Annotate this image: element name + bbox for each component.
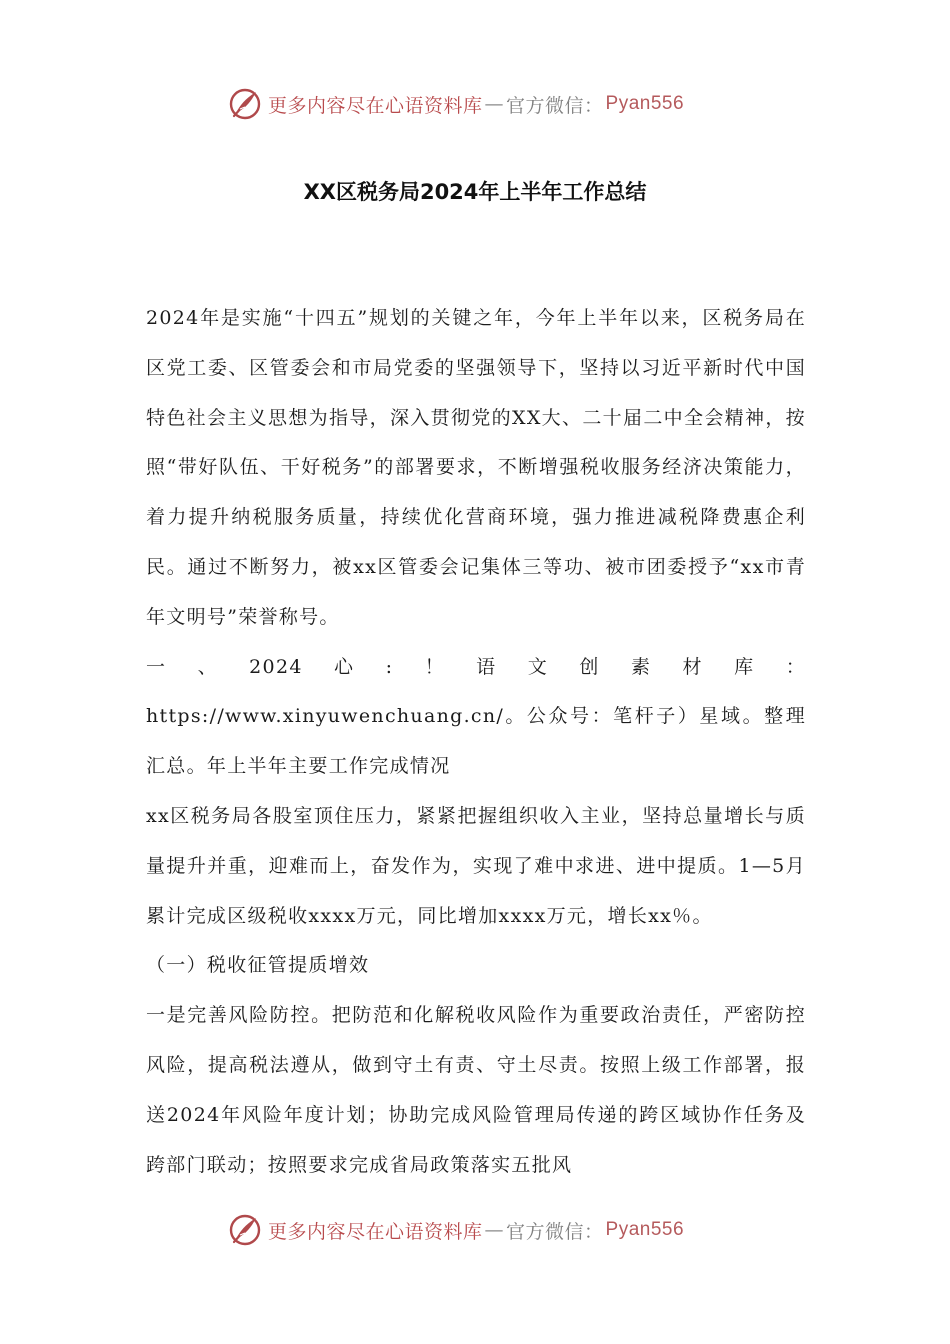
- watermark-main-text: 更多内容尽在心语资料库: [268, 94, 483, 117]
- watermark-account-id: Pyan556: [605, 1219, 685, 1240]
- feather-pen-logo-icon: [228, 1213, 262, 1247]
- watermark-account-label: 官方微信：: [506, 1220, 604, 1243]
- paragraph-risk-control: 一是完善风险防控。把防范和化解税收风险作为重要政治责任，严密防控风险，提高税法遵从，做到守土有责、守土尽责。按照上级工作部署，报送2024年风险年度计划；协助完成风险管理局传递的跨区域协作任务及跨部门联动；按照要求完成省局政策落实五批风: [146, 1004, 806, 1176]
- watermark-text: [268, 1217, 684, 1244]
- paragraph-revenue-summary: xx区税务局各股室顶住压力，紧紧把握组织收入主业，坚持总量增长与质量提升并重，迎难而上，奋发作为，实现了难中求进、进中提质。1—5月累计完成区级税收xxxx万元，同比增加xxxx万元，增长xx％。: [146, 804, 806, 927]
- paragraph-section-one-heading: 一、2024心:！语文创素材库：https://www.xinyuwenchuang.cn/。公众号：笔杆子）星域。整理汇总。年上半年主要工作完成情况: [146, 655, 806, 778]
- feather-pen-logo-icon: [228, 87, 262, 121]
- paragraph-intro: 2024年是实施“十四五”规划的关键之年，今年上半年以来，区税务局在区党工委、区管委会和市局党委的坚强领导下，坚持以习近平新时代中国特色社会主义思想为指导，深入贯彻党的XX大、二十届二中全会精神，按照“带好队伍、干好税务”的部署要求，不断增强税收服务经济决策能力，着力提升纳税服务质量，持续优化营商环境，强力推进减税降费惠企利民。通过不断努力，被xx区管委会记集体三等功、被市团委授予“xx市青年文明号”荣誉称号。: [146, 307, 806, 628]
- paragraph-subsection-heading: （一）税收征管提质增效: [146, 954, 370, 977]
- watermark-text: [268, 91, 684, 118]
- document-title: XX区税务局2024年上半年工作总结: [303, 180, 647, 204]
- header-watermark: [228, 84, 684, 124]
- footer-watermark: [228, 1210, 684, 1250]
- watermark-account-id: Pyan556: [605, 93, 685, 114]
- document-body: [146, 294, 806, 1190]
- watermark-dash: —: [484, 1219, 505, 1241]
- watermark-dash: —: [484, 93, 505, 115]
- watermark-main-text: 更多内容尽在心语资料库: [268, 1220, 483, 1243]
- watermark-account-label: 官方微信：: [506, 94, 604, 117]
